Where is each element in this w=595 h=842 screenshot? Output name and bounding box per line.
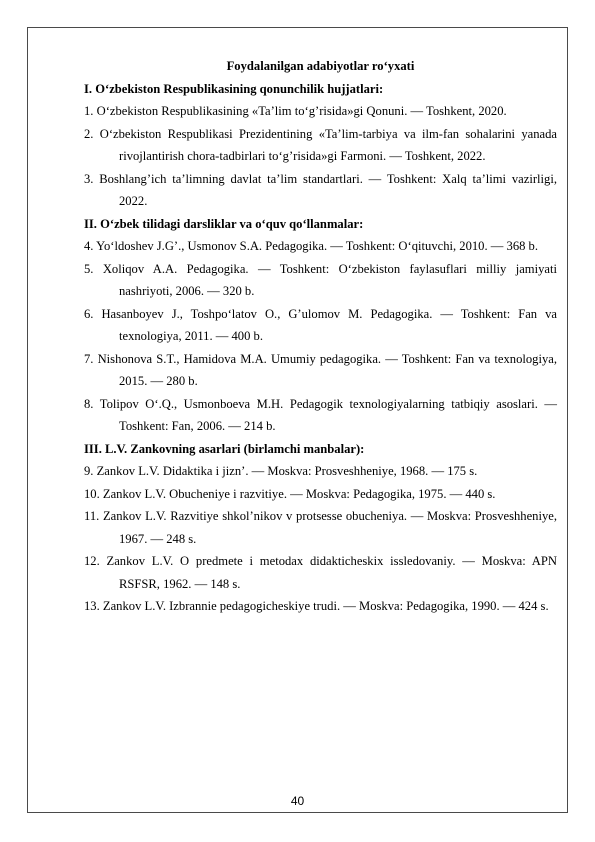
page-number: 40 xyxy=(290,794,305,808)
section-heading: I. O‘zbekiston Respublikasining qonunchilik hujjatlari: xyxy=(84,81,384,96)
reference-entry: 13. Zankov L.V. Izbrannie pedagogicheskiye trudi. — Moskva: Pedagogika, 1990. — 424 s. xyxy=(84,599,549,613)
reference-entry: 2. O‘zbekiston Respublikasi Prezidentining «Ta’lim-tarbiya va ilm-fan sohalarini yanada rivojlantirish chora-tadbirlari to‘g’risida»gi Farmoni. — Toshkent, 2022. xyxy=(84,126,557,163)
reference-entry: 9. Zankov L.V. Didaktika i jizn’. — Moskva: Prosveshheniye, 1968. — 175 s. xyxy=(84,464,478,478)
reference-entry: 1. O‘zbekiston Respublikasining «Ta’lim to‘g’risida»gi Qonuni. — Toshkent, 2020. xyxy=(84,104,507,118)
reference-entry: 7. Nishonova S.T., Hamidova M.A. Umumiy pedagogika. — Toshkent: Fan va texnologiya, 2015. — 280 b. xyxy=(84,351,557,388)
reference-entry: 12. Zankov L.V. O predmete i metodax didakticheskix issledovaniy. — Moskva: APN RSFSR, 1962. — 148 s. xyxy=(84,554,557,591)
reference-entry: 11. Zankov L.V. Razvitiye shkol’nikov v protsesse obucheniya. — Moskva: Prosveshheniye, 1967. — 248 s. xyxy=(84,509,557,546)
reference-entry: 3. Boshlang’ich ta’limning davlat ta’lim standartlari. — Toshkent: Xalq ta’limi vazirligi, 2022. xyxy=(84,171,557,208)
reference-entry: 6. Hasanboyev J., Toshpo‘latov O., G’ulomov M. Pedagogika. — Toshkent: Fan va texnologiya, 2011. — 400 b. xyxy=(84,306,557,343)
reference-entry: 5. Xoliqov A.A. Pedagogika. — Toshkent: O‘zbekiston faylasuflari milliy jamiyati nashriyoti, 2006. — 320 b. xyxy=(84,261,557,298)
reference-entry: 8. Tolipov O‘.Q., Usmonboeva M.H. Pedagogik texnologiyalarning tatbiqiy asoslari. — Toshkent: Fan, 2006. — 214 b. xyxy=(84,396,557,433)
bibliography xyxy=(84,55,557,618)
section-heading: III. L.V. Zankovning asarlari (birlamchi manbalar): xyxy=(84,441,365,456)
page-title: Foydalanilgan adabiyotlar ro‘yxati xyxy=(226,59,415,73)
reference-entry: 10. Zankov L.V. Obucheniye i razvitiye. — Moskva: Pedagogika, 1975. — 440 s. xyxy=(84,486,496,501)
reference-entry: 4. Yo‘ldoshev J.G’., Usmonov S.A. Pedagogika. — Toshkent: O‘qituvchi, 2010. — 368 b. xyxy=(84,239,539,253)
section-heading: II. O‘zbek tilidagi darsliklar va o‘quv qo‘llanmalar: xyxy=(84,216,364,231)
